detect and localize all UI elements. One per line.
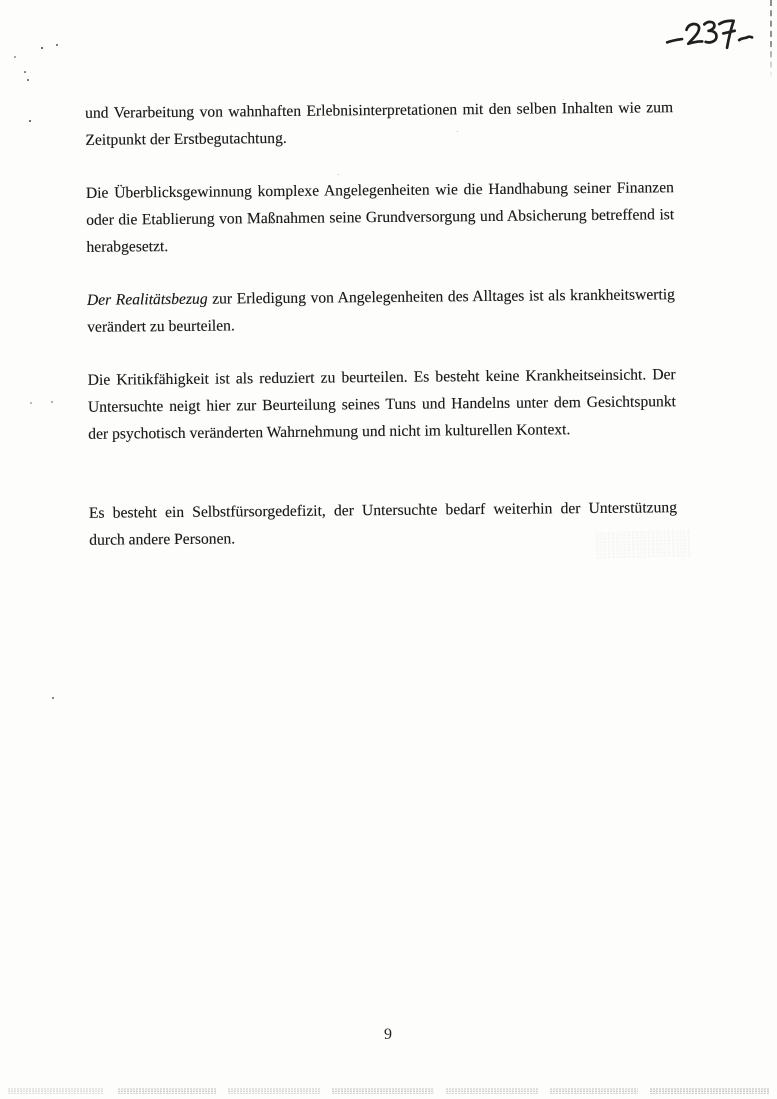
scan-speckle bbox=[29, 120, 31, 122]
printed-page-number: 9 bbox=[384, 1026, 392, 1043]
scan-noise-band bbox=[550, 1088, 638, 1094]
scan-speckle bbox=[14, 56, 16, 58]
text-line: verändert zu beurteilen. bbox=[87, 317, 235, 336]
scan-edge-dashed-line bbox=[770, 0, 772, 78]
italic-lead-text: Der Realitätsbezug bbox=[86, 290, 208, 309]
text-line: Die Kritikfähigkeit ist als reduziert zu beurteilen. Es besteht keine Krankheitseinsicht. Der bbox=[87, 366, 676, 389]
text-line: und Verarbeitung von wahnhaften Erlebnisinterpretationen mit den selben Inhalten wie zum bbox=[85, 99, 674, 122]
scan-speckle bbox=[56, 44, 58, 46]
paragraph-2 bbox=[86, 174, 675, 261]
text-line: durch andere Personen. bbox=[89, 530, 236, 549]
paragraph-3 bbox=[87, 281, 675, 341]
text-line: oder die Etablierung von Maßnahmen seine Grundversorgung und Absicherung betreffend ist bbox=[86, 206, 675, 229]
scan-noise-band bbox=[8, 1088, 104, 1094]
text-line bbox=[87, 281, 675, 314]
scan-speckle bbox=[41, 47, 43, 49]
text-line: Untersuchte neigt hier zur Beurteilung seines Tuns und Handelns unter dem Gesichtspunkt bbox=[87, 393, 677, 416]
handwritten-page-number bbox=[644, 11, 761, 65]
text-line: der psychotisch veränderten Wahrnehmung und nicht im kulturellen Kontext. bbox=[88, 421, 571, 443]
document-body-text bbox=[85, 94, 678, 580]
text-segment: zur Erledigung von Angelegenheiten des Alltages ist als krankheitswertig bbox=[207, 286, 676, 308]
text-line: Die Überblicksgewinnung komplexe Angelegenheiten wie die Handhabung seiner Finanzen bbox=[85, 179, 674, 202]
text-line: Es besteht ein Selbstfürsorgedefizit, der Untersuchte bedarf weiterhin der Unterstützung bbox=[88, 499, 678, 522]
text-line: Zeitpunkt der Erstbegutachtung. bbox=[85, 129, 287, 149]
scan-noise-band bbox=[446, 1088, 538, 1094]
scan-noise-band bbox=[332, 1088, 434, 1094]
scan-noise-band bbox=[118, 1088, 216, 1094]
scan-speckle bbox=[24, 71, 26, 73]
scan-speckle bbox=[51, 401, 53, 403]
scan-noise-band bbox=[650, 1088, 770, 1094]
scan-speckle bbox=[30, 402, 32, 404]
scan-speckle bbox=[52, 697, 54, 699]
handwritten-page-number-text bbox=[662, 19, 725, 49]
paragraph-1 bbox=[85, 94, 673, 154]
scan-speckle bbox=[27, 79, 29, 81]
paragraph-4 bbox=[88, 361, 677, 448]
scan-noise-band bbox=[228, 1088, 320, 1094]
paragraph-5 bbox=[89, 494, 677, 554]
text-line: herabgesetzt. bbox=[86, 238, 169, 256]
